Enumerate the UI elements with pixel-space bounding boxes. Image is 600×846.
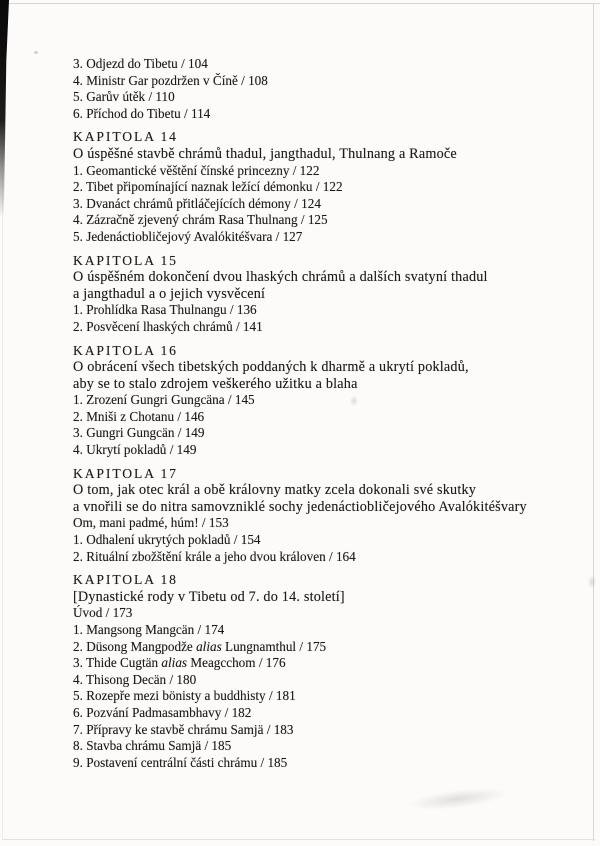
toc-entry-alias: alias <box>196 638 222 654</box>
toc-entry: 2. Posvěcení lhaských chrámů / 141 <box>73 318 263 334</box>
chapter-heading: KAPITOLA 14 <box>73 129 178 145</box>
chapter-section <box>73 253 593 336</box>
toc-entry-text: Lungnamthul / 175 <box>221 638 327 654</box>
toc-entry: 1. Mangsong Mangcän / 174 <box>73 622 225 637</box>
chapter-heading: KAPITOLA 16 <box>73 342 178 358</box>
scan-border-bottom <box>2 839 595 840</box>
scan-smudge <box>407 784 508 814</box>
toc-entry: 1. Geomantické věštění čínské princezny / 122 <box>73 162 320 178</box>
toc-entry: 1. Prohlídka Rasa Thulnangu / 136 <box>73 302 257 318</box>
toc-entry <box>73 639 593 656</box>
toc-entry: 6. Pozvání Padmasambhavy / 182 <box>73 704 252 720</box>
scan-speck <box>34 51 38 54</box>
chapter-title-line: [Dynastické rody v Tibetu od 7. do 14. století] <box>73 588 345 605</box>
toc-entry: 2. Tibet připomínající naznak ležící démonku / 122 <box>73 179 343 195</box>
chapter-heading: KAPITOLA 18 <box>73 572 178 588</box>
chapter-title-line: O obrácení všech tibetských poddaných k dharmě a ukrytí pokladů, <box>73 359 469 376</box>
chapter-title-line: a vnořili se do nitra samovzniklé sochy jedenáctiobličejového Avalókitéšvary <box>73 498 527 515</box>
toc-entry: 5. Rozepře mezi bönisty a buddhisty / 181 <box>73 688 296 704</box>
toc-entry: 3. Gungri Gungcän / 149 <box>73 425 205 441</box>
chapter-section <box>73 466 593 566</box>
toc-entry: 4. Ministr Gar pozdržen v Číně / 108 <box>73 72 268 88</box>
toc-entry: 5. Jedenáctiobličejový Avalókitéšvara / 127 <box>73 228 303 244</box>
toc-entry: Om, mani padmé, húm! / 153 <box>73 515 229 531</box>
toc-content <box>73 56 593 771</box>
scan-border-right <box>593 3 594 841</box>
toc-entry-text: 2. Düsong Mangpodže <box>73 638 197 654</box>
toc-entry: 6. Příchod do Tibetu / 114 <box>73 105 211 121</box>
chapter-heading: KAPITOLA 17 <box>73 465 178 481</box>
scan-edge-shadow <box>0 0 9 218</box>
toc-entry <box>73 655 593 672</box>
toc-entry: 7. Přípravy ke stavbě chrámu Samjä / 183 <box>73 721 294 737</box>
chapter-section <box>73 572 593 771</box>
toc-entry: 5. Garův útěk / 110 <box>73 89 175 105</box>
toc-entry: 1. Zrození Gungri Gungcäna / 145 <box>73 392 255 408</box>
chapter-heading: KAPITOLA 15 <box>73 252 178 268</box>
toc-entry: 4. Thisong Decän / 180 <box>73 671 197 687</box>
toc-entry: 1. Odhalení ukrytých pokladů / 154 <box>73 532 261 548</box>
toc-entry-alias: alias <box>161 655 188 671</box>
toc-entry: 9. Postavení centrální části chrámu / 185 <box>73 754 288 770</box>
toc-entry: 2. Rituální zbožštění krále a jeho dvou královen / 164 <box>73 548 356 564</box>
toc-continuation-section <box>73 56 593 122</box>
chapter-section <box>73 129 593 245</box>
toc-entry: Úvod / 173 <box>73 605 133 621</box>
chapter-title-line: O tom, jak otec král a obě královny matky zcela dokonali své skutky <box>73 482 477 499</box>
chapter-section <box>73 343 593 459</box>
toc-entry-text: 3. Thide Cugtän <box>73 655 162 671</box>
toc-entry: 8. Stavba chrámu Samjä / 185 <box>73 738 232 754</box>
chapter-title-line: O úspěšném dokončení dvou lhaských chrámů a dalších svatyní thadul <box>73 269 488 286</box>
toc-entry: 2. Mniši z Chotanu / 146 <box>73 408 205 424</box>
toc-entry: 4. Zázračně zjevený chrám Rasa Thulnang / 125 <box>73 212 328 228</box>
chapter-title-line: O úspěšné stavbě chrámů thadul, jangthadul, Thulnang a Ramoče <box>73 145 457 162</box>
scan-border-top <box>0 3 600 4</box>
toc-entry-text: Meagcchom / 176 <box>187 655 286 671</box>
toc-entry: 4. Ukrytí pokladů / 149 <box>73 442 197 458</box>
toc-entry: 3. Odjezd do Tibetu / 104 <box>73 56 208 71</box>
chapter-title-line: a jangthadul a o jejich vysvěcení <box>73 285 266 302</box>
toc-entry: 3. Dvanáct chrámů přitláčejících démony / 124 <box>73 195 321 211</box>
chapter-title-line: aby se to stalo zdrojem veškerého užitku a blaha <box>73 375 358 392</box>
